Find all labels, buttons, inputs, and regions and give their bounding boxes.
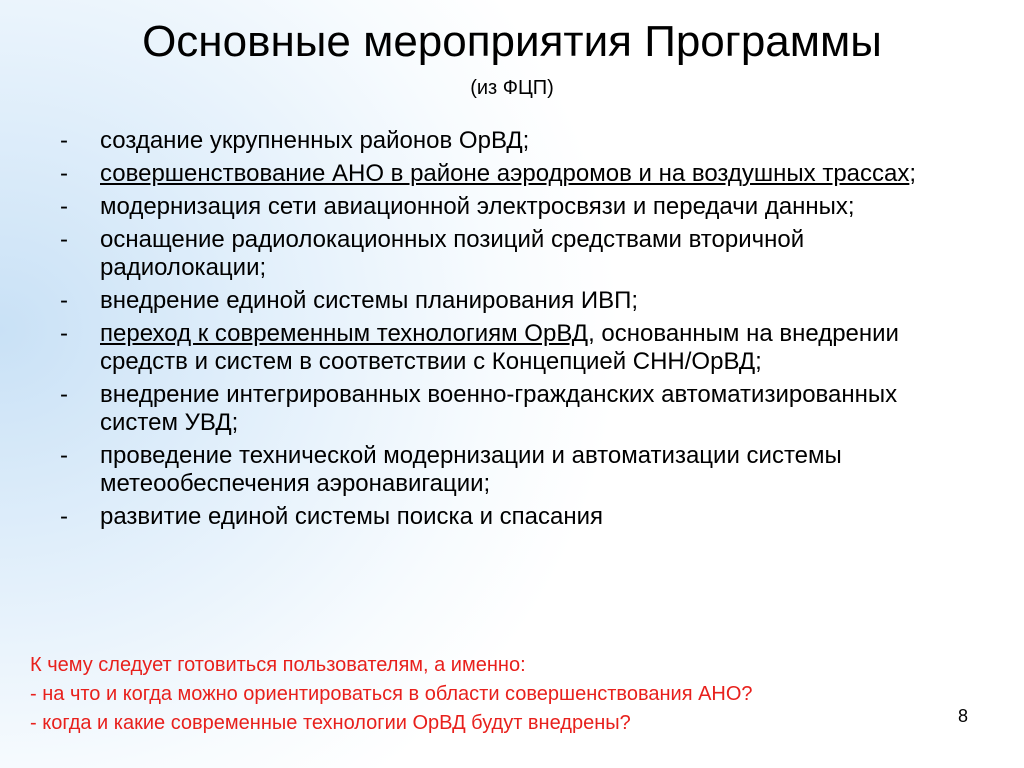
measures-list (60, 127, 960, 536)
bullet-dash: - (60, 503, 68, 530)
slide-subtitle: (из ФЦП) (470, 77, 554, 99)
list-item-text: модернизация сети авиационной электросвязи и передачи данных; (100, 193, 855, 220)
bullet-dash: - (60, 127, 68, 154)
list-item-underlined-text: совершенствование АНО в районе аэродромов и на воздушных трассах (100, 160, 910, 187)
bullet-dash: - (60, 226, 68, 253)
bullet-dash: - (60, 381, 68, 408)
list-item (60, 287, 960, 315)
slide-title: Основные мероприятия Программы (142, 17, 882, 66)
list-item-text: внедрение единой системы планирования ИВП; (100, 287, 639, 314)
note-line: К чему следует готовиться пользователям, а именно: (30, 654, 526, 676)
list-item-text: создание укрупненных районов ОрВД; (100, 127, 530, 154)
list-item-text: проведение технической модернизации и автоматизации системы метеообеспечения аэронавигации; (100, 442, 842, 497)
list-item (60, 193, 960, 221)
bullet-dash: - (60, 160, 68, 187)
list-item (60, 503, 960, 531)
list-item-underlined-text: переход к современным технологиям ОрВД (100, 320, 589, 347)
note-line: - когда и какие современные технологии ОрВД будут внедрены? (30, 712, 631, 734)
page-number: 8 (957, 706, 968, 726)
list-item-text: , основанным на внедрении средств и систем в соответствии с Концепцией СНН/ОрВД; (100, 320, 899, 375)
list-item (60, 320, 960, 376)
list-item-text: оснащение радиолокационных позиций средствами вторичной радиолокации; (100, 226, 805, 281)
list-item (60, 442, 960, 498)
bullet-dash: - (60, 320, 68, 347)
list-item (60, 127, 960, 155)
bullet-dash: - (60, 442, 68, 469)
bullet-dash: - (60, 287, 68, 314)
list-item-text: развитие единой системы поиска и спасания (100, 503, 604, 530)
user-questions-note (30, 651, 990, 738)
list-item-text: внедрение интегрированных военно-гражданских автоматизированных систем УВД; (100, 381, 898, 436)
list-item (60, 160, 960, 188)
list-item (60, 226, 960, 282)
list-item-text: ; (909, 160, 917, 187)
bullet-dash: - (60, 193, 68, 220)
list-item (60, 381, 960, 437)
note-line: - на что и когда можно ориентироваться в области совершенствования АНО? (30, 683, 753, 705)
